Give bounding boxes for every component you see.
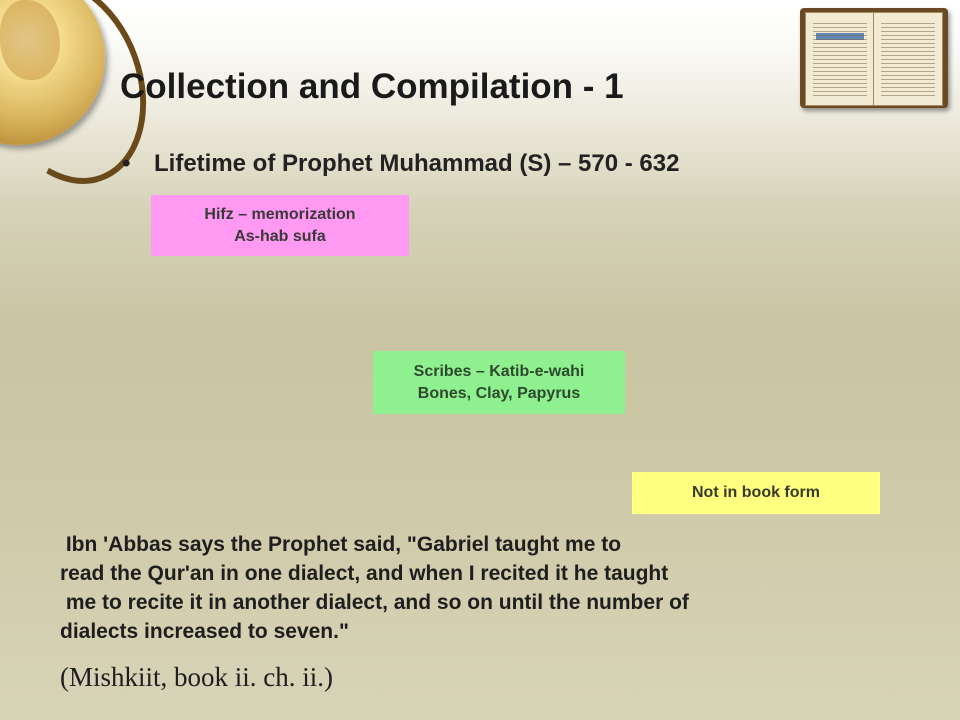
slide-title: Collection and Compilation - 1 [120, 67, 624, 106]
book-form-box-line1: Not in book form [692, 484, 820, 501]
citation: (Mishkiit, book ii. ch. ii.) [60, 662, 333, 692]
scribes-box-line1: Scribes – Katib-e-wahi [413, 362, 585, 380]
hifz-box-line1: Hifz – memorization [204, 205, 356, 223]
bullet-text: Lifetime of Prophet Muhammad (S) – 570 - 632 [154, 150, 680, 177]
quote-line: dialects increased to seven." [60, 620, 349, 643]
book-page-left [805, 12, 875, 106]
hifz-box-line2: As-hab sufa [234, 227, 326, 245]
open-book-icon [800, 8, 948, 108]
quote-line: Ibn 'Abbas says the Prophet said, "Gabriel taught me to [60, 533, 622, 556]
scribes-box [373, 351, 625, 414]
quote-line: read the Qur'an in one dialect, and when I recited it he taught [60, 562, 669, 585]
hifz-box [151, 195, 409, 256]
quote-line: me to recite it in another dialect, and so on until the number of [60, 591, 689, 614]
bullet-item [122, 150, 679, 178]
bullet-marker: • [122, 150, 131, 177]
book-form-box [632, 472, 880, 514]
scribes-box-line2: Bones, Clay, Papyrus [417, 384, 581, 402]
book-page-right [873, 12, 943, 106]
hadith-quote [60, 530, 900, 646]
